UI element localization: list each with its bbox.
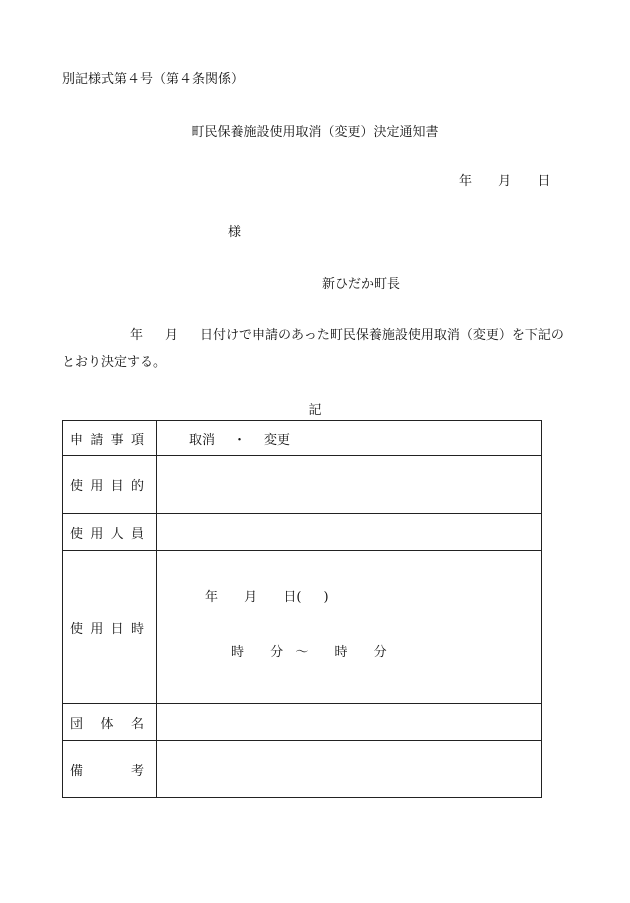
addressee-suffix: 様: [228, 225, 242, 240]
label-char: 団: [70, 716, 84, 732]
body-month: 月: [165, 328, 179, 343]
ki-heading: 記: [308, 403, 322, 418]
label-char: 備: [70, 763, 84, 779]
label-char: 体: [100, 716, 114, 732]
table-row: [63, 456, 542, 514]
table-row: [63, 741, 542, 798]
table-row: [63, 514, 542, 551]
issuer-name: 新ひだか町長: [322, 277, 401, 292]
label-char: 事: [110, 432, 124, 448]
row-label: [63, 704, 157, 741]
body-text: [62, 322, 572, 376]
label-char: 用: [90, 526, 104, 542]
body-year: 年: [130, 328, 144, 343]
label-char: 使: [70, 479, 84, 494]
label-char: 人: [110, 526, 124, 542]
dt-hour2: 時: [334, 645, 348, 660]
date-year: 年: [459, 174, 473, 189]
table-row: [63, 551, 542, 704]
label-char: 考: [130, 763, 144, 779]
label-char: 用: [90, 479, 104, 494]
dt-tilde: ～: [295, 645, 309, 660]
label-char: 項: [130, 432, 144, 448]
label-char: 使: [70, 526, 84, 542]
detail-table: [62, 420, 542, 798]
headcount-value-cell[interactable]: [157, 514, 542, 551]
label-char: 員: [130, 526, 144, 542]
row-label: [63, 551, 157, 704]
date-line: [459, 170, 550, 189]
form-label: 別記様式第４号（第４条関係）: [62, 72, 245, 87]
body-sentence: 日付けで申請のあった町民保養施設使用取消（変更）を下記のとおり決定する。: [62, 328, 564, 370]
row-label: [63, 741, 157, 798]
date-day: 日: [537, 174, 551, 189]
label-char: 時: [130, 621, 144, 637]
date-month: 月: [498, 174, 512, 189]
datetime-value-cell[interactable]: [157, 551, 542, 704]
dt-day-open: 日(: [283, 590, 302, 605]
dt-minute: 分: [270, 645, 284, 660]
dt-month: 月: [244, 590, 258, 605]
label-char: 名: [130, 716, 144, 732]
row-label: [63, 456, 157, 514]
label-char: 目: [110, 479, 124, 494]
dt-hour: 時: [231, 645, 245, 660]
label-char: 日: [110, 621, 124, 637]
option-separator: ・: [233, 432, 247, 448]
time-fields: [231, 641, 615, 660]
label-char: 申: [70, 432, 84, 448]
label-char: 用: [90, 621, 104, 637]
date-fields: [205, 586, 589, 605]
option-cancel[interactable]: 取消: [189, 432, 216, 448]
table-row: [63, 421, 542, 456]
dt-day-close: ): [323, 590, 329, 605]
group-name-value-cell[interactable]: [157, 704, 542, 741]
table-row: [63, 704, 542, 741]
dt-year: 年: [205, 590, 219, 605]
purpose-value-cell[interactable]: [157, 456, 542, 514]
row-label: [63, 514, 157, 551]
dt-minute2: 分: [373, 645, 387, 660]
row-label: [63, 421, 157, 456]
remarks-value-cell[interactable]: [157, 741, 542, 798]
document-title: 町民保養施設使用取消（変更）決定通知書: [191, 125, 439, 140]
request-type-cell[interactable]: [157, 421, 542, 456]
option-change[interactable]: 変更: [264, 432, 291, 448]
label-char: 請: [90, 432, 104, 448]
label-char: 的: [130, 479, 144, 494]
label-char: 使: [70, 621, 84, 637]
